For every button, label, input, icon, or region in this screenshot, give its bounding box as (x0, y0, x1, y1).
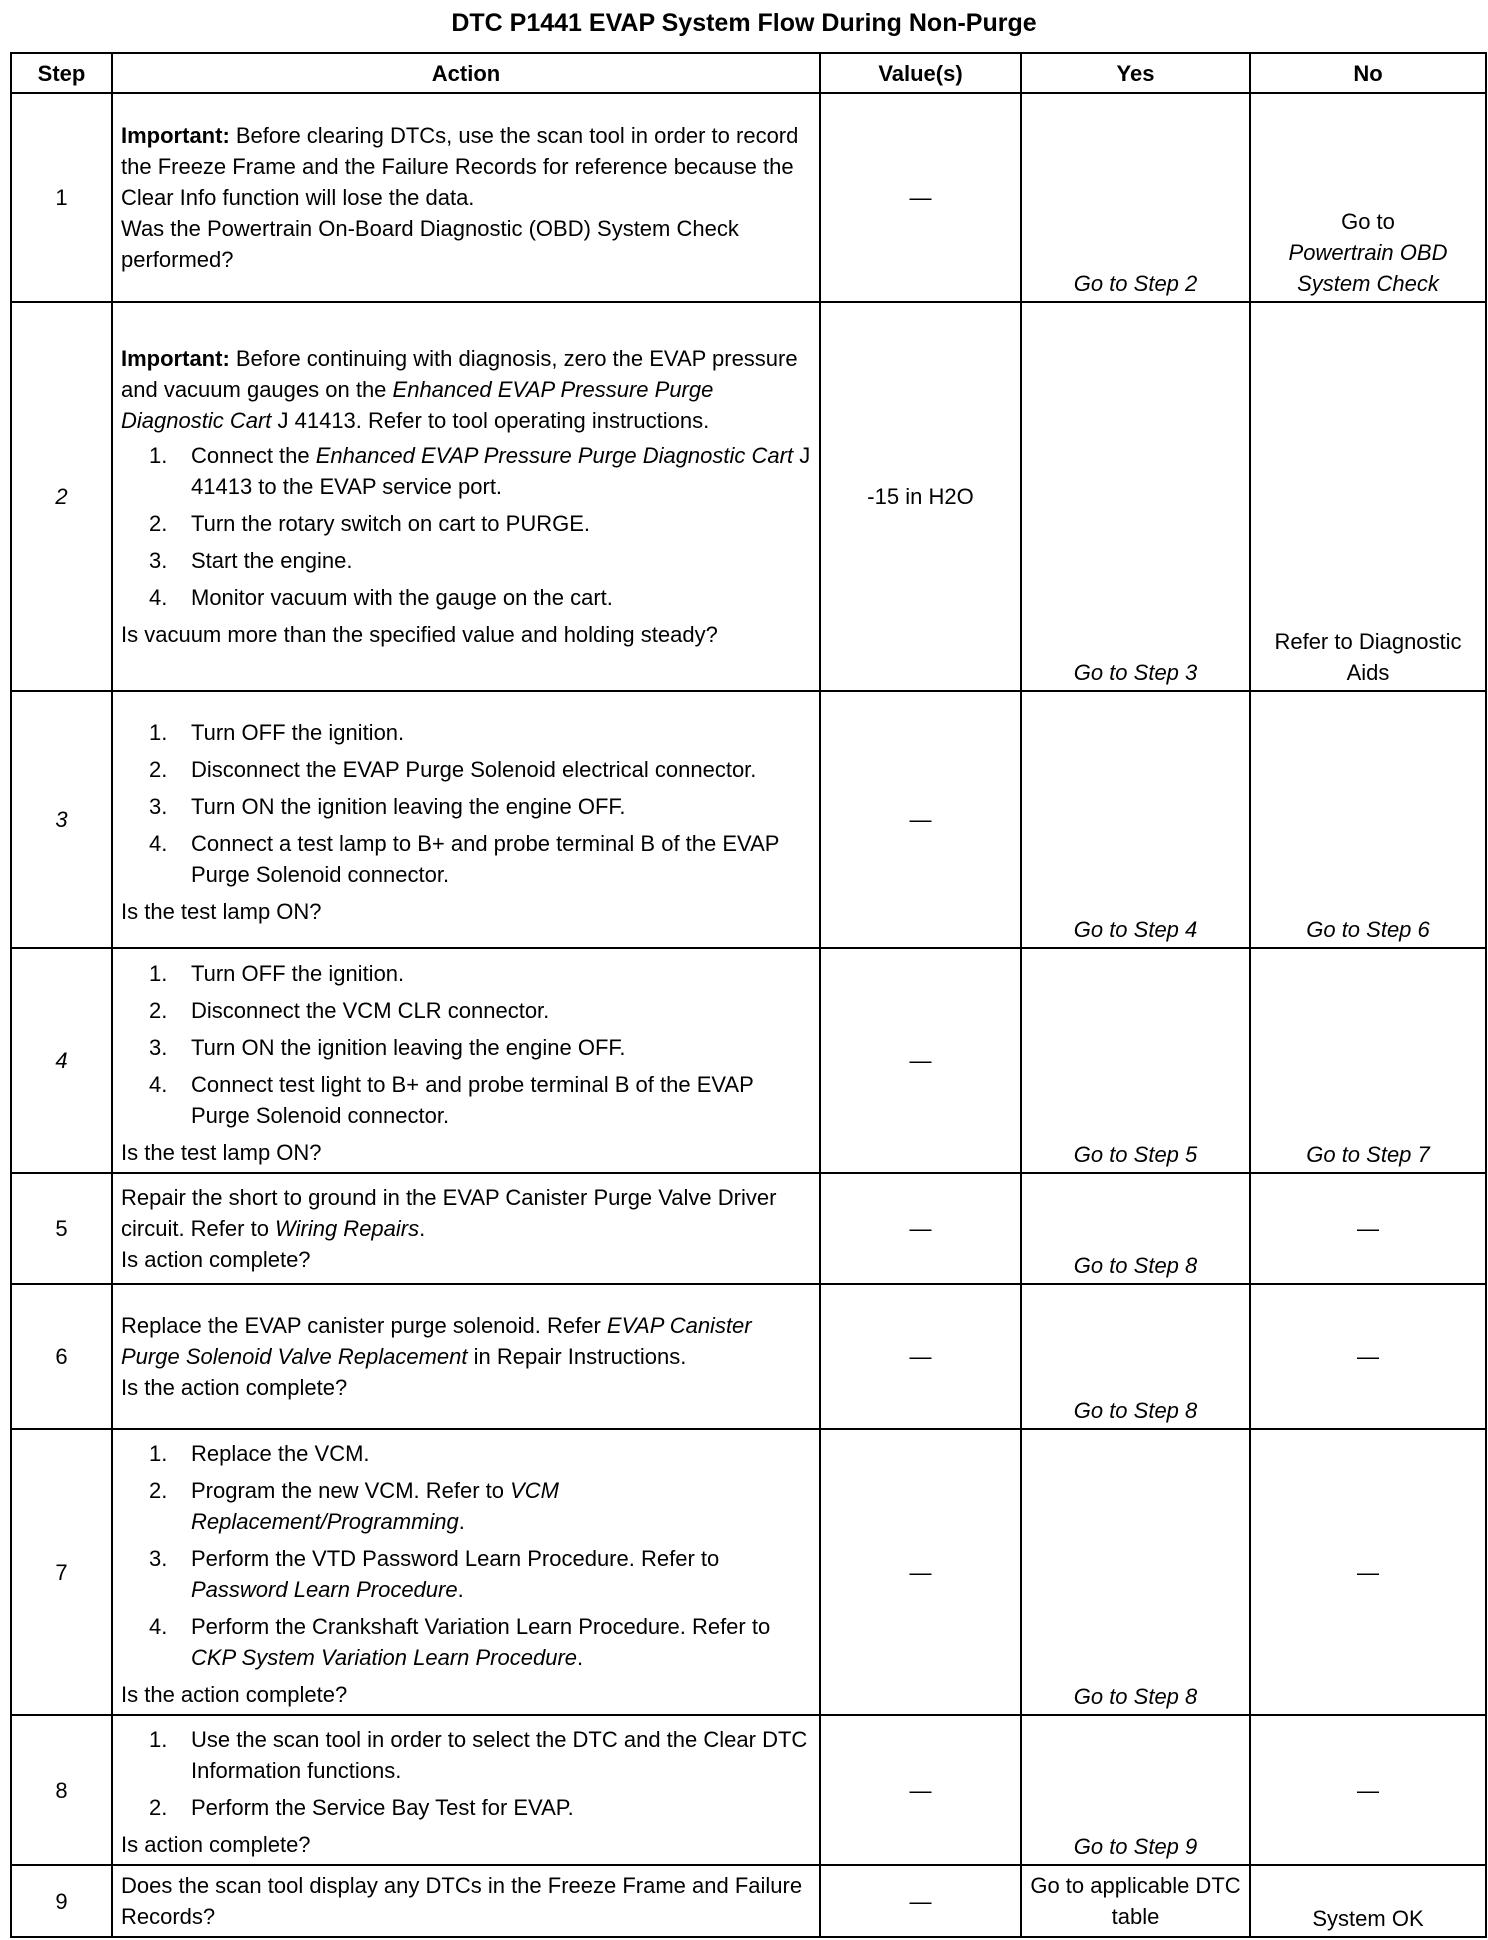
procedure-list (121, 1438, 811, 1673)
step-number: 1 (11, 93, 112, 302)
list-item (121, 582, 811, 613)
list-item (121, 1475, 811, 1537)
yes-cell: Go to Step 5 (1021, 948, 1250, 1173)
list-item (121, 958, 811, 989)
table-row (11, 1173, 1486, 1284)
diagnostic-table (10, 52, 1487, 1938)
list-text: Turn ON the ignition leaving the engine OFF. (191, 793, 626, 819)
action-cell (112, 691, 820, 948)
list-item (121, 545, 811, 576)
no-cell: — (1250, 1715, 1486, 1865)
step-question: Is the action complete? (121, 1375, 348, 1400)
ref-link: Password Learn Procedure (191, 1577, 458, 1602)
list-number: 4. (149, 1071, 168, 1097)
list-text: . (577, 1645, 584, 1670)
list-number: 4. (149, 1614, 168, 1639)
list-text: Perform the Service Bay Test for EVAP. (191, 1795, 574, 1820)
value-cell: — (820, 1715, 1021, 1865)
value-cell: -15 in H2O (820, 302, 1021, 691)
list-text: Turn OFF the ignition. (191, 719, 405, 745)
list-text: Perform the Crankshaft Variation Learn Procedure. Refer to (191, 1614, 771, 1639)
table-row (11, 1715, 1486, 1865)
list-number: 2. (149, 511, 168, 536)
header-yes: Yes (1021, 53, 1250, 93)
value-cell: — (820, 1429, 1021, 1715)
important-label: Important: (121, 346, 230, 371)
no-cell: — (1250, 1429, 1486, 1715)
yes-cell: Go to Step 2 (1021, 93, 1250, 302)
list-number: 1. (149, 719, 168, 745)
list-text: Start the engine. (191, 548, 353, 573)
step-question: Is the test lamp ON? (121, 1139, 322, 1165)
list-text: . (457, 1577, 464, 1602)
step-number: 5 (11, 1173, 112, 1284)
table-row (11, 691, 1486, 948)
action-cell (112, 1284, 820, 1429)
list-number: 4. (149, 585, 168, 610)
list-text: Disconnect the VCM CLR connector. (191, 997, 550, 1023)
value-cell: — (820, 1173, 1021, 1284)
list-text: Program the new VCM. Refer to (191, 1478, 511, 1503)
list-text: Monitor vacuum with the gauge on the cart. (191, 585, 613, 610)
action-text: in Repair Instructions. (467, 1344, 687, 1369)
step-question: Was the Powertrain On-Board Diagnostic (OBD) System Check performed? (121, 216, 739, 272)
action-cell (112, 948, 820, 1173)
step-number: 3 (11, 691, 112, 948)
list-text: Turn the rotary switch on cart to PURGE. (191, 511, 590, 536)
ref-link: VCM Replacement/Programming (191, 1478, 560, 1534)
action-text: Repair the short to ground in the EVAP Canister Purge Valve Driver circuit. Refer to (121, 1185, 777, 1241)
header-values: Value(s) (820, 53, 1021, 93)
no-cell: System OK (1250, 1865, 1486, 1937)
ref-link: Enhanced EVAP Pressure Purge Diagnostic Cart (315, 443, 794, 468)
yes-cell: Go to Step 8 (1021, 1284, 1250, 1429)
header-action: Action (112, 53, 820, 93)
list-text: Perform the VTD Password Learn Procedure. Refer to (191, 1546, 720, 1571)
header-step: Step (11, 53, 112, 93)
table-row (11, 1865, 1486, 1937)
action-text: . (419, 1216, 426, 1241)
yes-cell: Go to Step 4 (1021, 691, 1250, 948)
header-row (11, 53, 1486, 93)
no-prefix: Go to (1341, 209, 1395, 234)
list-item (121, 1069, 811, 1131)
list-text: Connect a test lamp to B+ and probe terminal B of the EVAP Purge Solenoid connector. (191, 830, 780, 887)
list-item (121, 440, 811, 502)
list-item (121, 828, 811, 890)
step-question: Is vacuum more than the specified value and holding steady? (121, 622, 718, 647)
list-item (121, 1724, 811, 1786)
important-label: Important: (121, 123, 230, 148)
list-number: 2. (149, 1478, 168, 1503)
action-cell (112, 302, 820, 691)
list-number: 3. (149, 1034, 168, 1060)
yes-cell: Go to Step 3 (1021, 302, 1250, 691)
list-number: 3. (149, 793, 168, 819)
action-cell (112, 1429, 820, 1715)
procedure-list (121, 958, 811, 1131)
procedure-list (121, 1724, 811, 1823)
list-text: J 41413 to the EVAP service port. (191, 443, 811, 499)
step-number: 6 (11, 1284, 112, 1429)
list-item (121, 1792, 811, 1823)
list-item (121, 995, 811, 1026)
action-cell (112, 1173, 820, 1284)
list-number: 1. (149, 960, 168, 986)
list-text: Connect the (191, 443, 316, 468)
list-text: Use the scan tool in order to select the DTC and the Clear DTC Information functions. (191, 1727, 808, 1783)
list-number: 1. (149, 443, 168, 468)
yes-cell: Go to Step 8 (1021, 1173, 1250, 1284)
list-text: Disconnect the EVAP Purge Solenoid electrical connector. (191, 756, 757, 782)
list-number: 3. (149, 548, 168, 573)
list-item (121, 1032, 811, 1063)
yes-cell: Go to Step 9 (1021, 1715, 1250, 1865)
list-item (121, 791, 811, 822)
table-row (11, 93, 1486, 302)
list-text: . (458, 1509, 465, 1534)
no-ref: Powertrain OBD System Check (1288, 240, 1448, 296)
header-no: No (1250, 53, 1486, 93)
list-item (121, 508, 811, 539)
list-item (121, 1611, 811, 1673)
value-cell: — (820, 1284, 1021, 1429)
value-cell: — (820, 1865, 1021, 1937)
action-text: Replace the EVAP canister purge solenoid. Refer (121, 1313, 607, 1338)
important-text: Before continuing with diagnosis, zero the EVAP pressure and vacuum gauges on the (121, 346, 798, 402)
step-question: Is the action complete? (121, 1682, 348, 1707)
table-row (11, 302, 1486, 691)
step-question: Does the scan tool display any DTCs in the Freeze Frame and Failure Records? (121, 1873, 803, 1929)
page-title: DTC P1441 EVAP System Flow During Non-Purge (451, 9, 1037, 37)
list-number: 2. (149, 997, 168, 1023)
list-number: 2. (149, 1795, 168, 1820)
list-number: 1. (149, 1727, 168, 1752)
table-row (11, 1429, 1486, 1715)
step-question: Is the test lamp ON? (121, 898, 322, 924)
value-cell: — (820, 948, 1021, 1173)
ref-link: CKP System Variation Learn Procedure (191, 1645, 577, 1670)
ref-link: EVAP Canister Purge Solenoid Valve Replacement (121, 1313, 752, 1369)
list-number: 4. (149, 830, 168, 856)
procedure-list (121, 440, 811, 613)
list-item (121, 1438, 811, 1469)
list-text: Turn ON the ignition leaving the engine OFF. (191, 1034, 626, 1060)
yes-cell: Go to applicable DTC table (1021, 1865, 1250, 1937)
list-number: 1. (149, 1441, 168, 1466)
no-cell (1250, 93, 1486, 302)
no-cell: — (1250, 1173, 1486, 1284)
list-item (121, 1543, 811, 1605)
list-text: Connect test light to B+ and probe terminal B of the EVAP Purge Solenoid connector. (191, 1071, 754, 1128)
list-text: Turn OFF the ignition. (191, 960, 405, 986)
step-number: 8 (11, 1715, 112, 1865)
important-text: J 41413. Refer to tool operating instructions. (271, 408, 710, 433)
table-row (11, 948, 1486, 1173)
yes-cell: Go to Step 8 (1021, 1429, 1250, 1715)
step-number: 2 (11, 302, 112, 691)
list-text: Replace the VCM. (191, 1441, 370, 1466)
no-cell: Refer to Diagnostic Aids (1250, 302, 1486, 691)
value-cell: — (820, 691, 1021, 948)
action-cell (112, 93, 820, 302)
no-cell: Go to Step 7 (1250, 948, 1486, 1173)
list-number: 3. (149, 1546, 168, 1571)
step-number: 4 (11, 948, 112, 1173)
ref-link: Wiring Repairs (275, 1216, 420, 1241)
no-cell: Go to Step 6 (1250, 691, 1486, 948)
step-number: 7 (11, 1429, 112, 1715)
action-cell (112, 1715, 820, 1865)
value-cell: — (820, 93, 1021, 302)
list-item (121, 754, 811, 785)
list-item (121, 717, 811, 748)
no-cell: — (1250, 1284, 1486, 1429)
important-text: Before clearing DTCs, use the scan tool in order to record the Freeze Frame and the Failure Records for reference because the Clear Info function will lose the data. (121, 123, 799, 210)
procedure-list (121, 717, 811, 890)
list-number: 2. (149, 756, 168, 782)
table-row (11, 1284, 1486, 1429)
step-number: 9 (11, 1865, 112, 1937)
step-question: Is action complete? (121, 1832, 311, 1857)
step-question: Is action complete? (121, 1247, 311, 1272)
action-cell (112, 1865, 820, 1937)
ref-link: Enhanced EVAP Pressure Purge Diagnostic Cart (121, 377, 714, 433)
